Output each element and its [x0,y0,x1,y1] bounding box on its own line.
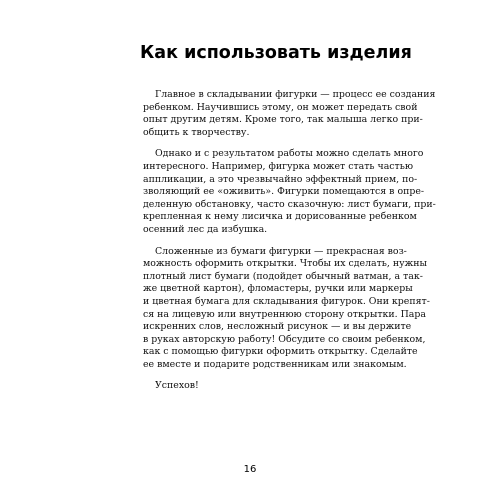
paragraph-line: деленную обстановку, часто сказочную: лист бумаги, при- [143,198,436,210]
section-heading: Как использовать изделия [140,43,412,63]
paragraph-line: плотный лист бумаги (подойдет обычный ватман, а так- [143,270,423,282]
paragraph-line: аппликации, а это чрезвычайно эффектный прием, по- [143,173,418,185]
paragraph-line: ее вместе и подарите родственникам или знакомым. [143,358,407,370]
paragraph-line: и цветная бумага для складывания фигурок. Они крепят- [143,295,430,307]
paragraph-gap [143,371,359,380]
paragraph-line: же цветной картон), фломастеры, ручки или маркеры [143,283,413,295]
paragraph-2 [143,148,436,236]
paragraph-gap [143,139,359,148]
paragraph-line: можность оформить открытки. Чтобы их сделать, нужны [143,258,427,270]
body-text [143,89,436,393]
paragraph-line: крепленная к нему лисичка и дорисованные ребенком [143,211,417,223]
paragraph-line: ся на лицевую или внутреннюю сторону открытки. Пара [143,308,426,320]
paragraph-4 [143,380,359,393]
paragraph-line: ребенком. Научившись этому, он может передать свой [143,101,418,113]
paragraph-line: интересного. Например, фигурка может стать частью [143,160,414,172]
paragraph-line: осенний лес да избушка. [143,223,268,235]
paragraph-line: Сложенные из бумаги фигурки — прекрасная воз- [155,245,407,257]
paragraph-1 [143,89,436,139]
paragraph-line: зволяющий ее «оживить». Фигурки помещаются в опре- [143,186,425,198]
paragraph-line: общить к творчеству. [143,126,250,138]
paragraph-line: искренних слов, несложный рисунок — и вы держите [143,321,412,333]
paragraph-gap [143,237,359,246]
page-number: 16 [243,464,257,475]
paragraph-line: как с помощью фигурки оформить открытку. Сделайте [143,346,418,358]
paragraph-line: Главное в складывании фигурки — процесс ее создания [155,89,436,100]
paragraph-line: Однако и с результатом работы можно сделать много [155,148,424,160]
paragraph-line: Успехов! [155,380,199,392]
paragraph-line: в руках авторскую работу! Обсудите со своим ребенком, [143,333,426,345]
paragraph-3 [143,245,430,372]
paragraph-line: опыт другим детям. Кроме того, так малыша легко при- [143,114,423,126]
